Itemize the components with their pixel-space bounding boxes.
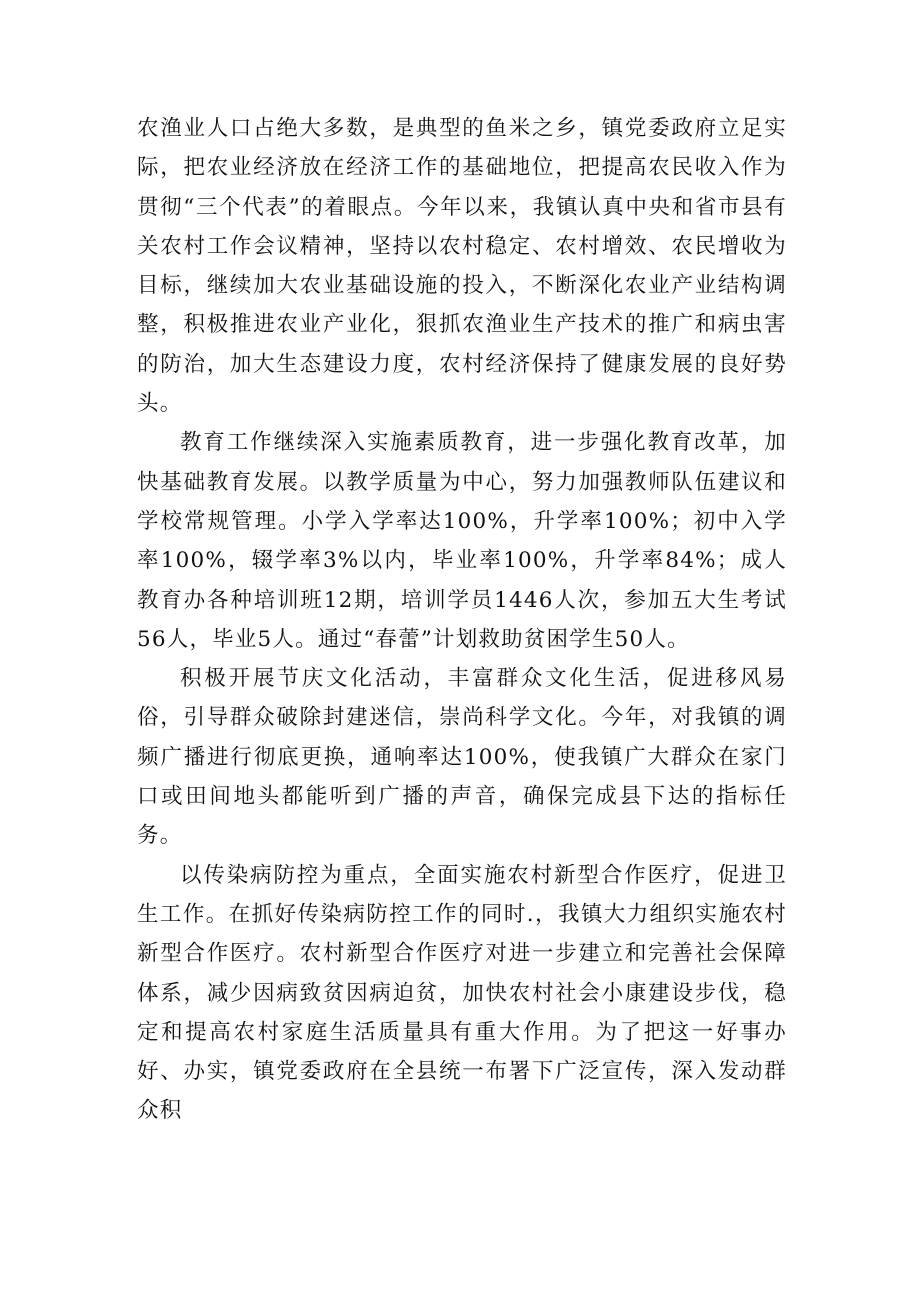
paragraph-health: 以传染病防控为重点，全面实施农村新型合作医疗，促进卫生工作。在抓好传染病防控工作的同时.，我镇大力组织实施农村新型合作医疗。农村新型合作医疗对进一步建立和完善社会保障体系，减少因病致贫因病迫贫，加快农村社会小康建设步伐，稳定和提高农村家庭生活质量具有重大作用。为了把这一好事办好、办实，镇党委政府在全县统一布署下广泛宣传，深入发动群众积 <box>137 862 787 1124</box>
paragraph-agriculture: 农渔业人口占绝大多数，是典型的鱼米之乡，镇党委政府立足实际，把农业经济放在经济工作的基础地位，把提高农民收入作为贯彻“三个代表”的着眼点。今年以来，我镇认真中央和省市县有关农村工作会议精神，坚持以农村稳定、农村增效、农民增收为目标，继续加大农业基础设施的投入，不断深化农业产业结构调整，积极推进农业产业化，狠抓农渔业生产技术的推广和病虫害的防治，加大生态建设力度，农村经济保持了健康发展的良好势头。 <box>137 116 787 417</box>
paragraph-culture: 积极开展节庆文化活动，丰富群众文化生活，促进移风易俗，引导群众破除封建迷信，崇尚科学文化。今年，对我镇的调频广播进行彻底更换，通响率达100%，使我镇广大群众在家门口或田间地头都能听到广播的声音，确保完成县下达的指标任务。 <box>137 666 787 849</box>
paragraph-education: 教育工作继续深入实施素质教育，进一步强化教育改革，加快基础教育发展。以教学质量为中心，努力加强教师队伍建议和学校常规管理。小学入学率达100%，升学率100%；初中入学率100%，辍学率3%以内，毕业率100%，升学率84%；成人教育办各种培训班12期，培训学员1446人次，参加五大生考试56人，毕业5人。通过“春蕾”计划救助贫困学生50人。 <box>137 430 787 652</box>
document-page <box>137 109 787 1131</box>
